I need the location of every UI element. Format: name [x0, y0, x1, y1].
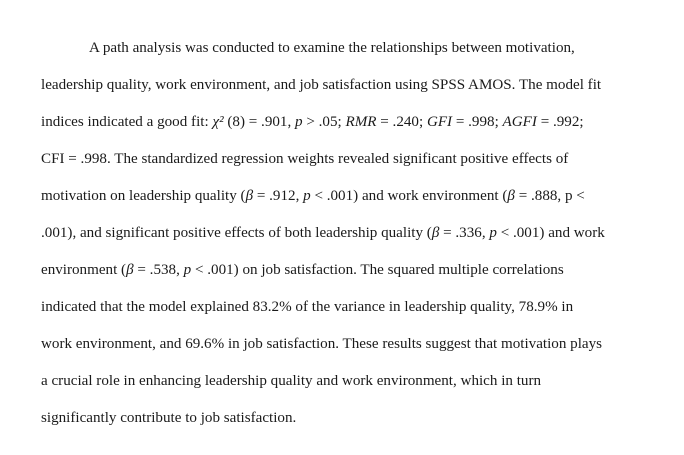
text-run: indices indicated a good fit: [41, 114, 213, 130]
text-run: motivation on leadership quality ( [41, 188, 246, 204]
paragraph-line-2 [41, 76, 601, 94]
text-run: = .998; [452, 114, 503, 130]
italic-symbol: p [303, 188, 311, 204]
text-run: = .912, [253, 188, 304, 204]
text-run: < .001) on job satisfaction. The squared multiple correlations [191, 262, 564, 278]
italic-symbol: p [295, 114, 303, 130]
italic-symbol: AGFI [502, 114, 537, 130]
paragraph-line-11 [41, 409, 296, 427]
text-run: < .001) and work environment ( [310, 188, 508, 204]
italic-symbol: β [507, 188, 515, 204]
text-run: > .05; [302, 114, 346, 130]
italic-symbol: β [126, 262, 134, 278]
paragraph-line-10 [41, 372, 541, 390]
paragraph-line-3 [41, 113, 584, 131]
italic-symbol: χ² [212, 114, 224, 130]
text-run: = .992; [536, 114, 584, 130]
text-run: = .336, [439, 225, 490, 241]
italic-symbol: β [245, 188, 254, 204]
text-run: = .240; [376, 114, 427, 130]
paragraph-line-7 [41, 261, 564, 279]
paragraph-line-4 [41, 150, 568, 168]
text-run: A path analysis was conducted to examine the relationships between motivation, [89, 40, 575, 56]
italic-symbol: β [431, 225, 440, 241]
text-run: (8) = .901, [223, 114, 296, 130]
paragraph-line-5 [41, 187, 585, 205]
text-run: environment ( [41, 262, 127, 278]
text-run: .001), and significant positive effects of both leadership quality ( [41, 225, 432, 241]
paragraph-line-1 [89, 39, 575, 57]
paragraph-line-6 [41, 224, 605, 242]
text-run: significantly contribute to job satisfaction. [41, 410, 297, 426]
text-run: a crucial role in enhancing leadership quality and work environment, which in turn [41, 373, 542, 389]
text-run: < .001) and work [496, 225, 605, 241]
italic-symbol: RMR [345, 114, 377, 130]
paragraph-line-8 [41, 298, 573, 316]
text-run: = .538, [133, 262, 184, 278]
text-run: indicated that the model explained 83.2% of the variance in leadership quality, 78.9% in [41, 299, 574, 315]
text-run: CFI = .998. The standardized regression weights revealed significant positive effects of [41, 151, 569, 167]
italic-symbol: p [489, 225, 497, 241]
italic-symbol: GFI [426, 114, 453, 130]
text-run: work environment, and 69.6% in job satisfaction. These results suggest that motivation plays [41, 336, 603, 352]
text-run: = .888, p < [514, 188, 585, 204]
paragraph-line-9 [41, 335, 602, 353]
text-run: leadership quality, work environment, and job satisfaction using SPSS AMOS. The model fit [41, 77, 602, 93]
italic-symbol: p [183, 262, 192, 278]
